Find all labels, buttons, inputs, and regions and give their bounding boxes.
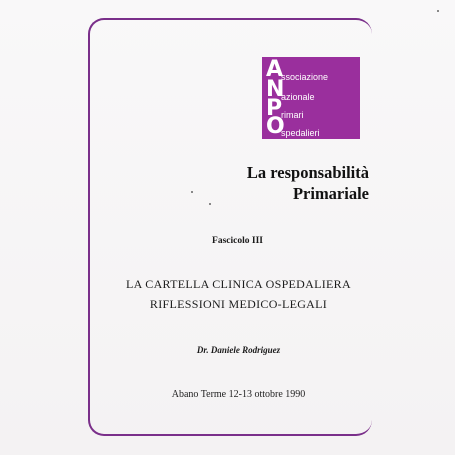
- print-speck: [437, 10, 439, 12]
- subtitle-line-2: RIFLESSIONI MEDICO-LEGALI: [149, 297, 328, 311]
- logo-word-nazionale: azionale: [281, 92, 315, 102]
- anpo-logo: [262, 57, 360, 139]
- author-name: Dr. Daniele Rodriguez: [196, 345, 281, 355]
- document-title: [247, 162, 369, 204]
- logo-word-primari: rimari: [281, 110, 304, 120]
- logo-letter-p: P: [266, 96, 283, 121]
- place-date: Abano Terme 12-13 ottobre 1990: [171, 389, 306, 400]
- logo-word-associazione: ssociazione: [281, 72, 329, 82]
- subtitle-line-1: LA CARTELLA CLINICA OSPEDALIERA: [126, 277, 351, 291]
- logo-letter-a: A: [266, 57, 284, 82]
- print-speck: [191, 191, 193, 193]
- logo-word-ospedalieri: spedalieri: [281, 128, 320, 138]
- logo-letter-n: N: [266, 77, 285, 102]
- title-line-2: Primariale: [292, 184, 369, 203]
- fascicolo-label: Fascicolo III: [212, 236, 263, 246]
- title-line-1: La responsabilità: [246, 163, 369, 182]
- logo-letter-o: O: [266, 114, 285, 139]
- print-speck: [209, 203, 211, 205]
